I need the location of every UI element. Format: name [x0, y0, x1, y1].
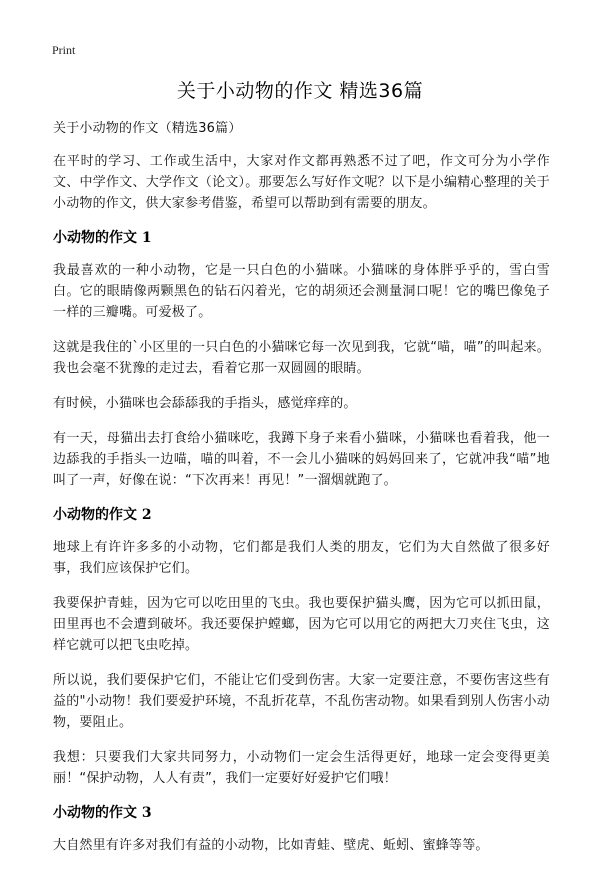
paragraph: 我最喜欢的一种小动物，它是一只白色的小猫咪。小猫咪的身体胖乎乎的，雪白雪白。它的眼睛像两颗黑色的钻石闪着光，它的胡须还会测量洞口呢！它的嘴巴像兔子一样的三瓣嘴。可爱极了。 [53, 263, 550, 320]
paragraph: 地球上有许许多多的小动物，它们都是我们人类的朋友，它们为大自然做了很多好事，我们应该保护它们。 [53, 540, 550, 576]
section-heading: 小动物的作文 1 [53, 230, 152, 246]
paragraph: 有一天，母猫出去打食给小猫咪吃，我蹲下身子来看小猫咪，小猫咪也看着我，他一边舔我的手指头一边喵，喵的叫着，不一会儿小猫咪的妈妈回来了，它就冲我“喵”地叫了一声，好像在说：“下次再来！再见！”一溜烟就跑了。 [53, 431, 550, 488]
paragraph: 有时候，小猫咪也会舔舔我的手指头，感觉痒痒的。 [53, 396, 357, 411]
section-heading: 小动物的作文 2 [53, 507, 152, 523]
article-body [53, 118, 550, 870]
paragraph: 我想：只要我们大家共同努力，小动物们一定会生活得更好，地球一定会变得更美丽！“保护动物，人人有责”，我们一定要好好爱护它们哦！ [53, 750, 550, 786]
page-title: 关于小动物的作文 精选36篇 [176, 80, 424, 102]
article-subtitle: 关于小动物的作文（精选36篇） [53, 121, 242, 136]
paragraph: 我要保护青蛙，因为它可以吃田里的飞虫。我也要保护猫头鹰，因为它可以抓田鼠，田里再也不会遭到破坏。我还要保护螳螂，因为它可以用它的两把大刀夹住飞虫，这样它就可以把飞虫吃掉。 [53, 596, 550, 653]
paragraph: 这就是我住的`小区里的一只白色的小猫咪它每一次见到我，它就“喵，喵”的叫起来。我也会毫不犹豫的走过去，看着它那一双圆圆的眼睛。 [53, 340, 550, 376]
paragraph: 大自然里有许多对我们有益的小动物，比如青蛙、壁虎、蚯蚓、蜜蜂等等。 [53, 838, 489, 853]
paragraph: 所以说，我们要保护它们，不能让它们受到伤害。大家一定要注意，不要伤害这些有益的"小动物！我们要爱护环境，不乱折花草，不乱伤害动物。如果看到别人伤害小动物，要阻止。 [53, 673, 550, 730]
section-heading: 小动物的作文 3 [53, 805, 152, 821]
print-label: Print [52, 43, 76, 57]
intro-paragraph: 在平时的学习、工作或生活中，大家对作文都再熟悉不过了吧，作文可分为小学作文、中学作文、大学作文（论文）。那要怎么写好作文呢？以下是小编精心整理的关于小动物的作文，供大家参考借鉴，希望可以帮助到有需要的朋友。 [53, 154, 550, 211]
